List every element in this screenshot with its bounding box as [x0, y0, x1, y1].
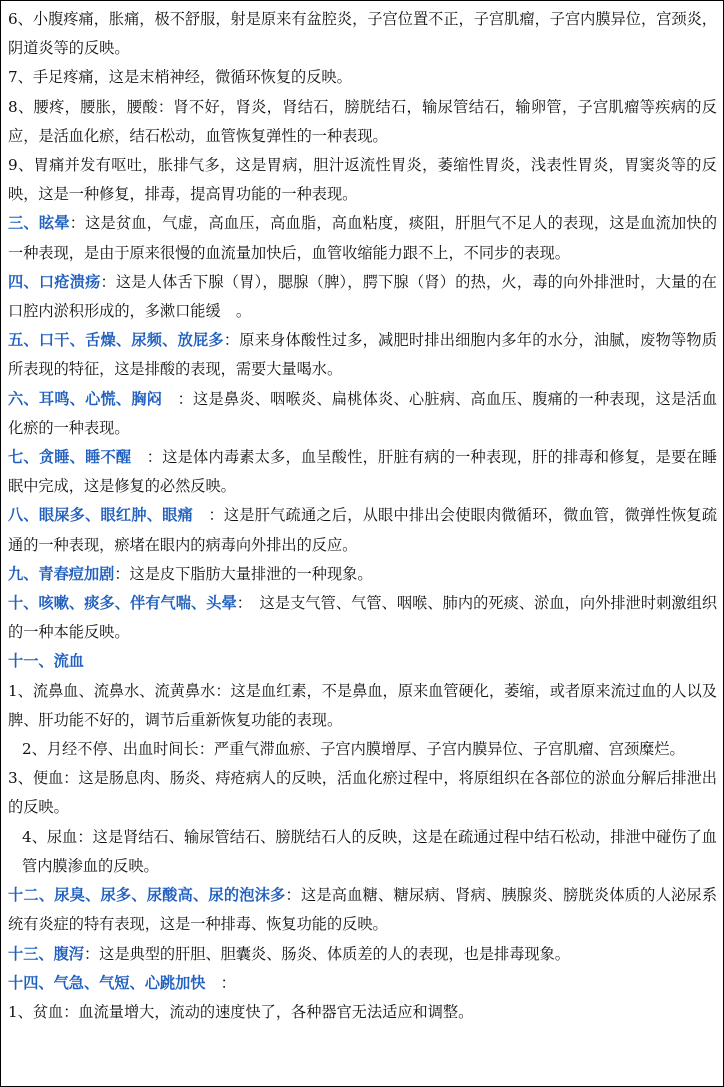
section-heading: 十四、气急、气短、心跳加快: [8, 973, 206, 992]
paragraph-16: [8, 764, 717, 822]
paragraph-text: 7、手足疼痛，这是末梢神经，微循环恢复的反映。: [8, 68, 352, 87]
paragraph-21: [8, 998, 717, 1027]
section-heading: 十二、尿臭、尿多、尿酸高、尿的泡沫多: [8, 886, 286, 905]
paragraph-text: ：这是贫血，气虚，高血压，高血脂，高血粘度，痰阻，肝胆气不足人的表现，这是血流加快的一种表现，是由于原来很慢的血流量加快后，血管收缩能力跟不上，不同步的表现。: [8, 214, 718, 262]
section-heading: 四、口疮溃疡: [8, 272, 101, 291]
section-heading: 六、耳鸣、心慌、胸闷: [8, 389, 163, 408]
paragraph-text: 3、便血：这是肠息肉、肠炎、痔疮病人的反映，活血化瘀过程中，将原组织在各部位的淤血分解后排泄出的反映。: [8, 769, 717, 817]
paragraph-5: [8, 209, 717, 267]
paragraph-text: ：原来身体酸性过多，减肥时排出细胞内多年的水分，油腻，废物等物质所表现的特征，这是排酸的表现，需要大量喝水。: [8, 331, 718, 379]
paragraph-11: [8, 560, 717, 589]
paragraph-18: [8, 881, 717, 939]
paragraph-text: 1、流鼻血、流鼻水、流黄鼻水：这是血红素，不是鼻血，原来血管硬化，萎缩，或者原来流过血的人以及脾、肝功能不好的，调节后重新恢复功能的表现。: [8, 681, 717, 729]
paragraph-2: [8, 63, 717, 92]
paragraph-8: [8, 385, 717, 443]
paragraph-4: [8, 151, 717, 209]
paragraph-text: ： 这是支气管、气管、咽喉、肺内的死痰、淤血，向外排泄时刺激组织的一种本能反映。: [8, 594, 718, 642]
paragraph-13: [8, 647, 717, 676]
paragraph-20: [8, 969, 717, 998]
paragraph-text: 8、腰疼，腰胀，腰酸：肾不好，肾炎，肾结石，膀胱结石，输尿管结石，输卵管，子宫肌瘤等疾病的反应，是活血化瘀，结石松动，血管恢复弹性的一种表现。: [8, 97, 717, 145]
section-heading: 九、青春痘加剧: [8, 564, 115, 583]
section-heading: 十、咳嗽、痰多、伴有气喘、头晕: [8, 594, 237, 613]
paragraph-19: [8, 940, 717, 969]
paragraph-text: ：这是人体舌下腺（胃），腮腺（脾），腭下腺（肾）的热，火，毒的向外排泄时，大量的在口腔内淤积形成的，多漱口能缓 。: [8, 272, 717, 321]
paragraph-14: [8, 677, 717, 735]
paragraph-17: [8, 823, 717, 881]
paragraph-text: ：这是鼻炎、咽喉炎、扁桃体炎、心脏病、高血压、腹痛的一种表现，这是活血化瘀的一种表现。: [8, 389, 718, 437]
paragraph-text: ：这是典型的肝胆、胆囊炎、肠炎、体质差的人的表现，也是排毒现象。: [83, 944, 570, 963]
paragraph-text: 1、贫血：血流量增大，流动的速度快了，各种器官无法适应和调整。: [8, 1002, 474, 1021]
paragraph-text: 9、胃痛并发有呕吐，胀排气多，这是胃病，胆汁返流性胃炎，萎缩性胃炎，浅表性胃炎，胃窦炎等的反映，这是一种修复，排毒，提高胃功能的一种表现。: [8, 156, 717, 204]
section-heading: 七、贪睡、睡不醒: [8, 448, 132, 467]
paragraph-3: [8, 93, 717, 151]
paragraph-text: ：: [205, 973, 236, 992]
section-heading: 十三、腹泻: [8, 944, 84, 963]
paragraph-12: [8, 589, 717, 647]
section-heading: 八、眼屎多、眼红肿、眼痛: [8, 506, 194, 525]
section-heading: 三、眩晕: [8, 214, 70, 233]
paragraph-text: ：这是高血糖、糖尿病、肾病、胰腺炎、膀胱炎体质的人泌尿系统有炎症的特有表现，这是一种排毒、恢复功能的反映。: [8, 886, 718, 934]
paragraph-15: [8, 735, 717, 764]
paragraph-6: [8, 268, 717, 326]
paragraph-1: [8, 5, 717, 63]
paragraph-text: ：这是皮下脂肪大量排泄的一种现象。: [114, 564, 373, 583]
paragraph-10: [8, 501, 717, 559]
paragraph-text: 4、尿血：这是肾结石、输尿管结石、膀胱结石人的反映，这是在疏通过程中结石松动，排泄中碰伤了血管内膜渗血的反映。: [22, 827, 717, 875]
section-heading: 十一、流血: [8, 652, 84, 671]
paragraph-text: ：这是体内毒素太多，血呈酸性，肝脏有病的一种表现，肝的排毒和修复，是要在睡眠中完成，这是修复的必然反映。: [8, 448, 718, 496]
paragraph-9: [8, 443, 717, 501]
paragraph-7: [8, 326, 717, 384]
paragraph-text: ：这是肝气疏通之后，从眼中排出会使眼肉微循环，微血管，微弹性恢复疏通的一种表现，瘀堵在眼内的病毒向外排出的反应。: [8, 506, 718, 554]
section-heading: 五、口干、舌燥、尿频、放屁多: [8, 331, 224, 350]
paragraph-text: 6、小腹疼痛，胀痛，极不舒服，射是原来有盆腔炎，子宫位置不正，子宫肌瘤，子宫内膜异位，宫颈炎，阴道炎等的反映。: [8, 10, 717, 58]
paragraph-text: 2、月经不停、出血时间长：严重气滞血瘀、子宫内膜增厚、子宫内膜异位、子宫肌瘤、宫颈糜烂。: [22, 740, 685, 759]
